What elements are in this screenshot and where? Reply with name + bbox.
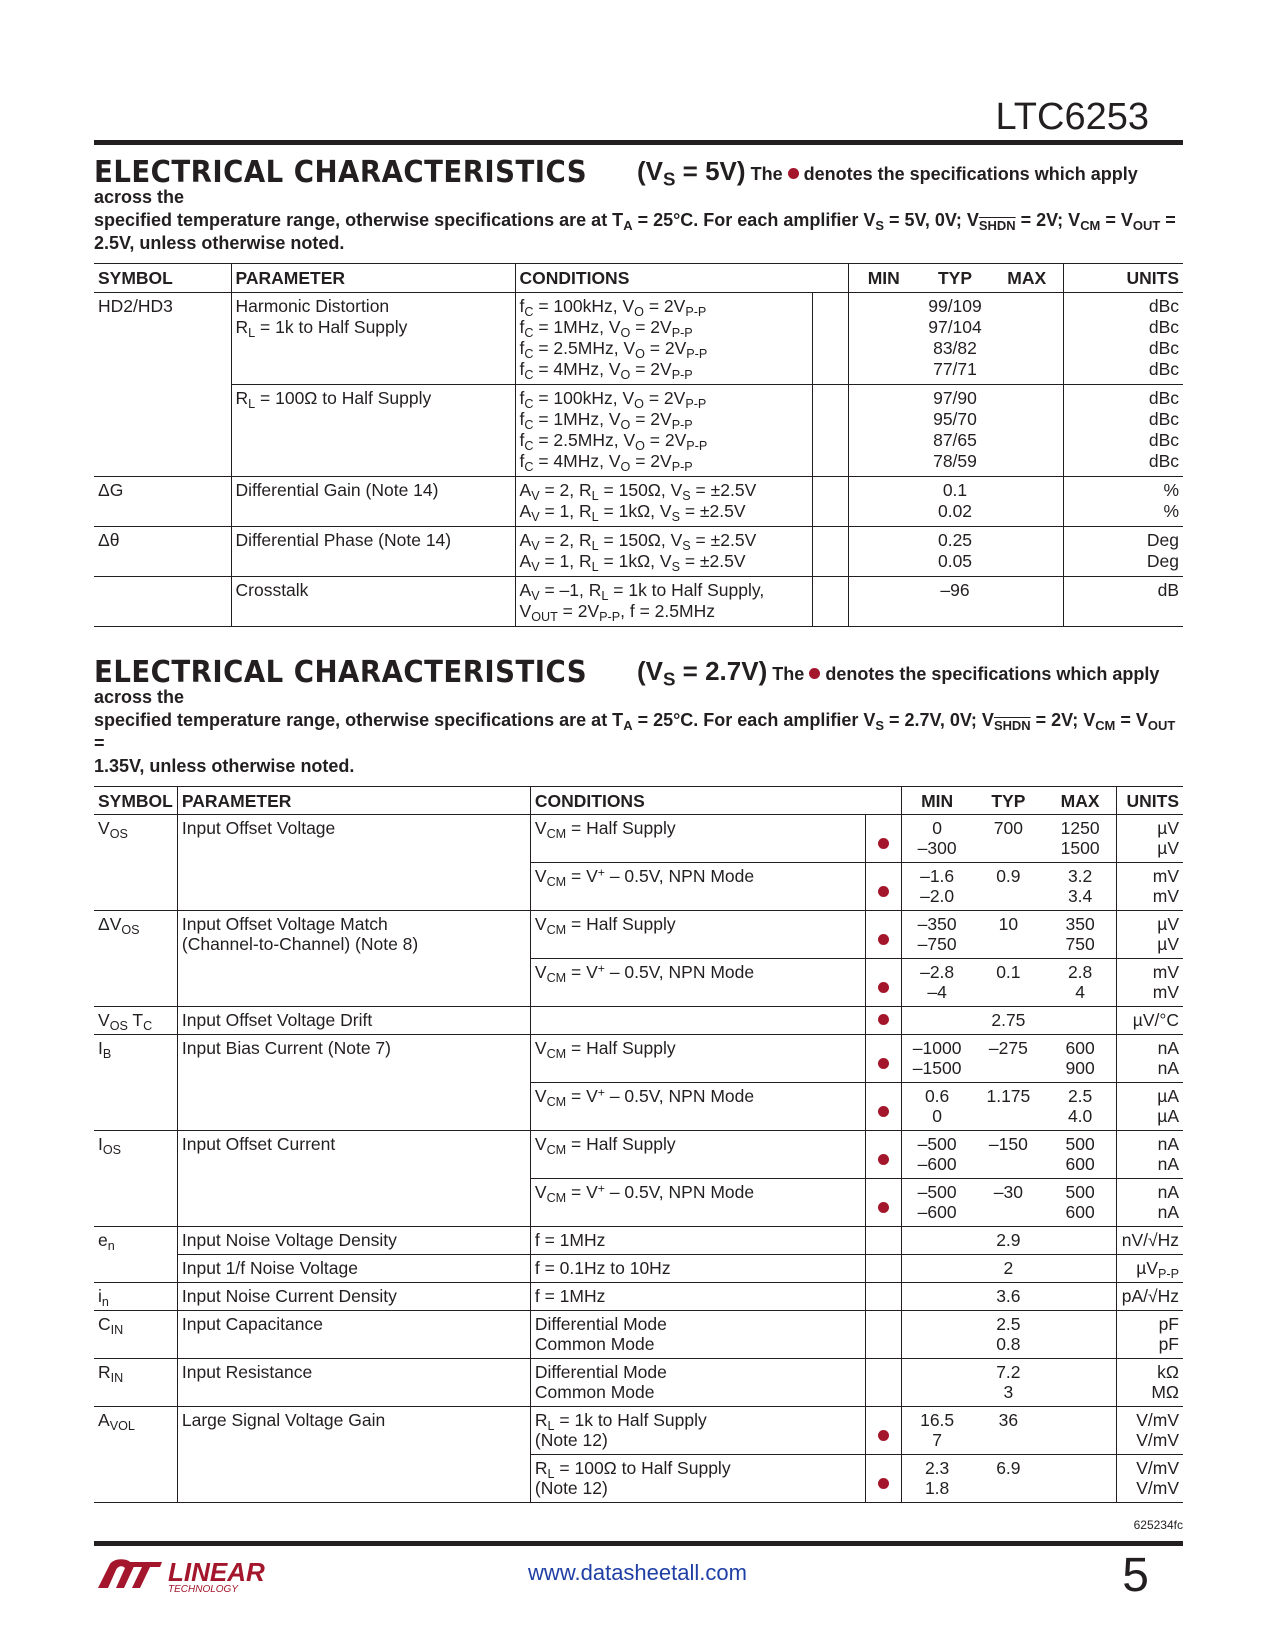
table-row: $R_L = 100\Omega$ to Half Supply $f_C = 100kHz$, $V_O = 2V_{P-P}$ $f_C = 1MHz$, $V_O = 2V_{P-P}$ $f_C = 2.5MHz$, $V_O = 2V_{P-P}$ $f_C = 4MHz$, $V_O = 2V_{P-P}$ 97/90 95/70 87/65 78/59 dBc dBc dBc dBc	[94, 385, 1183, 477]
bullet-icon	[878, 982, 889, 993]
bullet-icon	[878, 1430, 889, 1441]
document-number: 625234fc	[1133, 1518, 1183, 1532]
table-row: $I_B$ Input Bias Current (Note 7) $V_{CM}$ = Half Supply –1000 –1500 –275 600 900 nA nA	[94, 1035, 1183, 1083]
svg-text:TECHNOLOGY: TECHNOLOGY	[168, 1584, 239, 1594]
spec-table-2p7v	[94, 786, 1183, 1503]
table-row: $R_{IN}$ Input Resistance Differential Mode Common Mode 7.2 3 kΩ MΩ	[94, 1359, 1183, 1407]
table-row: ΔG Differential Gain (Note 14) $A_V = 2$, $R_L = 150\Omega$, $V_S = \pm 2.5V$ $A_V = 1$, $R_L = 1k\Omega$, $V_S = \pm 2.5V$ 0.1 0.02 % %	[94, 477, 1183, 527]
table-row: $V_{CM} = V^+ - 0.5V$, NPN Mode 0.6 0 1.175 2.5 4.0 µA µA	[94, 1083, 1183, 1131]
table-row: $e_n$ Input Noise Voltage Density f = 1MHz 2.9 nV/√Hz	[94, 1227, 1183, 1255]
table-row: Crosstalk $A_V = -1$, $R_L = 1k$ to Half Supply, $V_{OUT} = 2V_{P-P}$, f = 2.5MHz –96 dB	[94, 577, 1183, 627]
section-heading: ELECTRICAL CHARACTERISTICS $(V_S = 5V)$ The denotes the specifications which apply across the specified temperature range, otherwise specifications are at $T_A = 25^\circ C$. For each amplifier $V_S = 5V$, 0V; $V_{SHDN} = 2V$; $V_{CM} = V_{OUT}$ = 2.5V, unless otherwise noted.	[94, 155, 1176, 253]
part-number: LTC6253	[995, 96, 1149, 138]
section-title: ELECTRICAL CHARACTERISTICS	[94, 655, 588, 690]
bullet-icon	[878, 1478, 889, 1489]
bullet-icon	[878, 1154, 889, 1165]
table-row: $V_{CM} = V^+ - 0.5V$, NPN Mode –1.6 –2.0 0.9 3.2 3.4 mV mV	[94, 863, 1183, 911]
bullet-icon	[878, 886, 889, 897]
website-link[interactable]: www.datasheetall.com	[528, 1560, 747, 1585]
svg-text:LINEAR: LINEAR	[168, 1557, 265, 1587]
bullet-icon	[878, 838, 889, 849]
page-number: 5	[1122, 1549, 1149, 1602]
bullet-icon	[878, 1014, 889, 1025]
bullet-icon	[878, 1202, 889, 1213]
section-vs-5v	[94, 155, 1183, 627]
table-row: $V_{CM} = V^+ - 0.5V$, NPN Mode –500 –600 –30 500 600 nA nA	[94, 1179, 1183, 1227]
bullet-icon	[878, 1106, 889, 1117]
spec-table-5v	[94, 263, 1183, 627]
table-header-row: SYMBOL PARAMETER CONDITIONS MIN TYP MAX UNITS	[94, 264, 1183, 293]
table-row: $R_L = 100\Omega$ to Half Supply (Note 12) 2.3 1.8 6.9 V/mV V/mV	[94, 1455, 1183, 1503]
bullet-icon	[878, 1058, 889, 1069]
table-row: $V_{OS}$ $T_C$ Input Offset Voltage Drift 2.75 µV/°C	[94, 1007, 1183, 1035]
bullet-icon	[788, 168, 799, 179]
bullet-icon	[809, 668, 820, 679]
table-row: HD2/HD3 Harmonic Distortion $R_L = 1k$ to Half Supply $f_C = 100kHz$, $V_O = 2V_{P-P}$ $f_C = 1MHz$, $V_O = 2V_{P-P}$ $f_C = 2.5MHz$, $V_O = 2V_{P-P}$ $f_C = 4MHz$, $V_O = 2V_{P-P}$ 99/109 97/104 83/82 77/71 dBc dBc dBc dBc	[94, 293, 1183, 385]
section-title: ELECTRICAL CHARACTERISTICS	[94, 155, 588, 190]
table-row: $i_n$ Input Noise Current Density f = 1MHz 3.6 pA/√Hz	[94, 1283, 1183, 1311]
bullet-icon	[878, 934, 889, 945]
section-heading: ELECTRICAL CHARACTERISTICS $(V_S = 2.7V)$ The denotes the specifications which apply across the specified temperature range, otherwise specifications are at $T_A = 25^\circ C$. For each amplifier $V_S = 2.7V$, 0V; $V_{SHDN} = 2V$; $V_{CM} = V_{OUT}$ = 1.35V, unless otherwise noted.	[94, 655, 1176, 776]
footer-rule	[94, 1541, 1183, 1546]
table-header-row: SYMBOL PARAMETER CONDITIONS MIN TYP MAX UNITS	[94, 787, 1183, 815]
table-row: Δθ Differential Phase (Note 14) $A_V = 2$, $R_L = 150\Omega$, $V_S = \pm 2.5V$ $A_V = 1$, $R_L = 1k\Omega$, $V_S = \pm 2.5V$ 0.25 0.05 Deg Deg	[94, 527, 1183, 577]
table-row: Input 1/f Noise Voltage f = 0.1Hz to 10Hz 2 µV$_{P-P}$	[94, 1255, 1183, 1283]
section-vs-2p7v	[94, 655, 1183, 1503]
table-row: $\Delta V_{OS}$ Input Offset Voltage Match (Channel-to-Channel) (Note 8) $V_{CM}$ = Half Supply –350 –750 10 350 750 µV µV	[94, 911, 1183, 959]
table-row: $I_{OS}$ Input Offset Current $V_{CM}$ = Half Supply –500 –600 –150 500 600 nA nA	[94, 1131, 1183, 1179]
table-row: $C_{IN}$ Input Capacitance Differential Mode Common Mode 2.5 0.8 pF pF	[94, 1311, 1183, 1359]
table-row: $A_{VOL}$ Large Signal Voltage Gain $R_L = 1k$ to Half Supply (Note 12) 16.5 7 36 V/mV V/mV	[94, 1407, 1183, 1455]
header-rule	[94, 140, 1183, 145]
table-row: $V_{OS}$ Input Offset Voltage $V_{CM}$ = Half Supply 0 –300 700 1250 1500 µV µV	[94, 815, 1183, 863]
table-row: $V_{CM} = V^+ - 0.5V$, NPN Mode –2.8 –4 0.1 2.8 4 mV mV	[94, 959, 1183, 1007]
